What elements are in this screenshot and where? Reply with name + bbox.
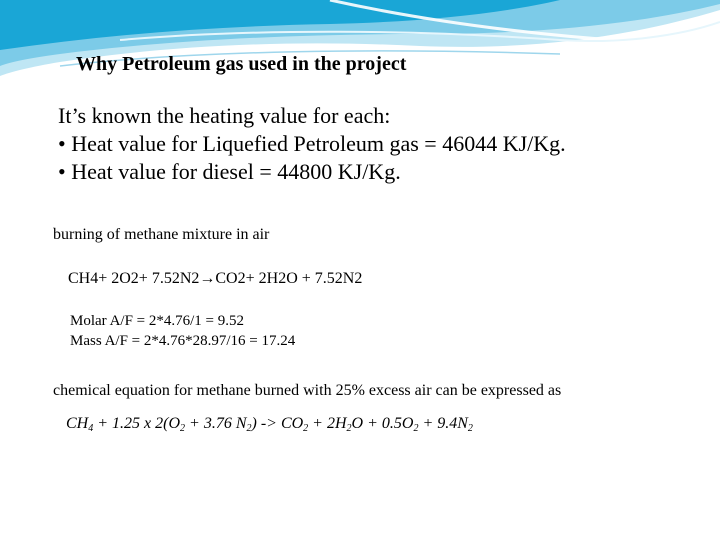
- heating-value-section: [58, 102, 566, 186]
- eq2-part: + 3.76 N: [185, 415, 247, 432]
- eq2-sub: 2: [467, 423, 473, 434]
- eq2-sub: 2: [346, 423, 352, 434]
- bullet-diesel: • Heat value for diesel = 44800 KJ/Kg.: [58, 159, 401, 184]
- bullet-lpg: • Heat value for Liquefied Petroleum gas = 46044 KJ/Kg.: [58, 131, 566, 156]
- mass-af: Mass A/F = 2*4.76*28.97/16 = 17.24: [70, 333, 296, 349]
- eq2-sub: 2: [303, 423, 309, 434]
- equation-excess-air: [66, 415, 473, 434]
- eq2-part: CH: [66, 415, 89, 432]
- eq2-part: + 2H: [308, 415, 347, 432]
- eq2-part: ) -> CO: [251, 415, 304, 432]
- intro-text: It’s known the heating value for each:: [58, 103, 391, 128]
- eq2-sub: 2: [413, 423, 419, 434]
- eq2-sub: 2: [180, 423, 186, 434]
- eq2-sub: 4: [88, 423, 94, 434]
- eq2-part: + 1.25 x 2(O: [93, 415, 181, 432]
- eq2-part: O + 0.5O: [351, 415, 414, 432]
- eq2-sub: 2: [246, 423, 252, 434]
- equation-stoichiometric: CH4+ 2O2+ 7.52N2→CO2+ 2H2O + 7.52N2: [68, 270, 363, 287]
- slide-title: Why Petroleum gas used in the project: [76, 53, 407, 75]
- eq2-part: + 9.4N: [418, 415, 468, 432]
- burning-label: burning of methane mixture in air: [53, 226, 270, 243]
- excess-air-label: chemical equation for methane burned with 25% excess air can be expressed as: [53, 382, 562, 399]
- header-wave-decoration: [0, 0, 720, 90]
- air-fuel-ratios: [70, 311, 295, 351]
- molar-af: Molar A/F = 2*4.76/1 = 9.52: [70, 313, 245, 329]
